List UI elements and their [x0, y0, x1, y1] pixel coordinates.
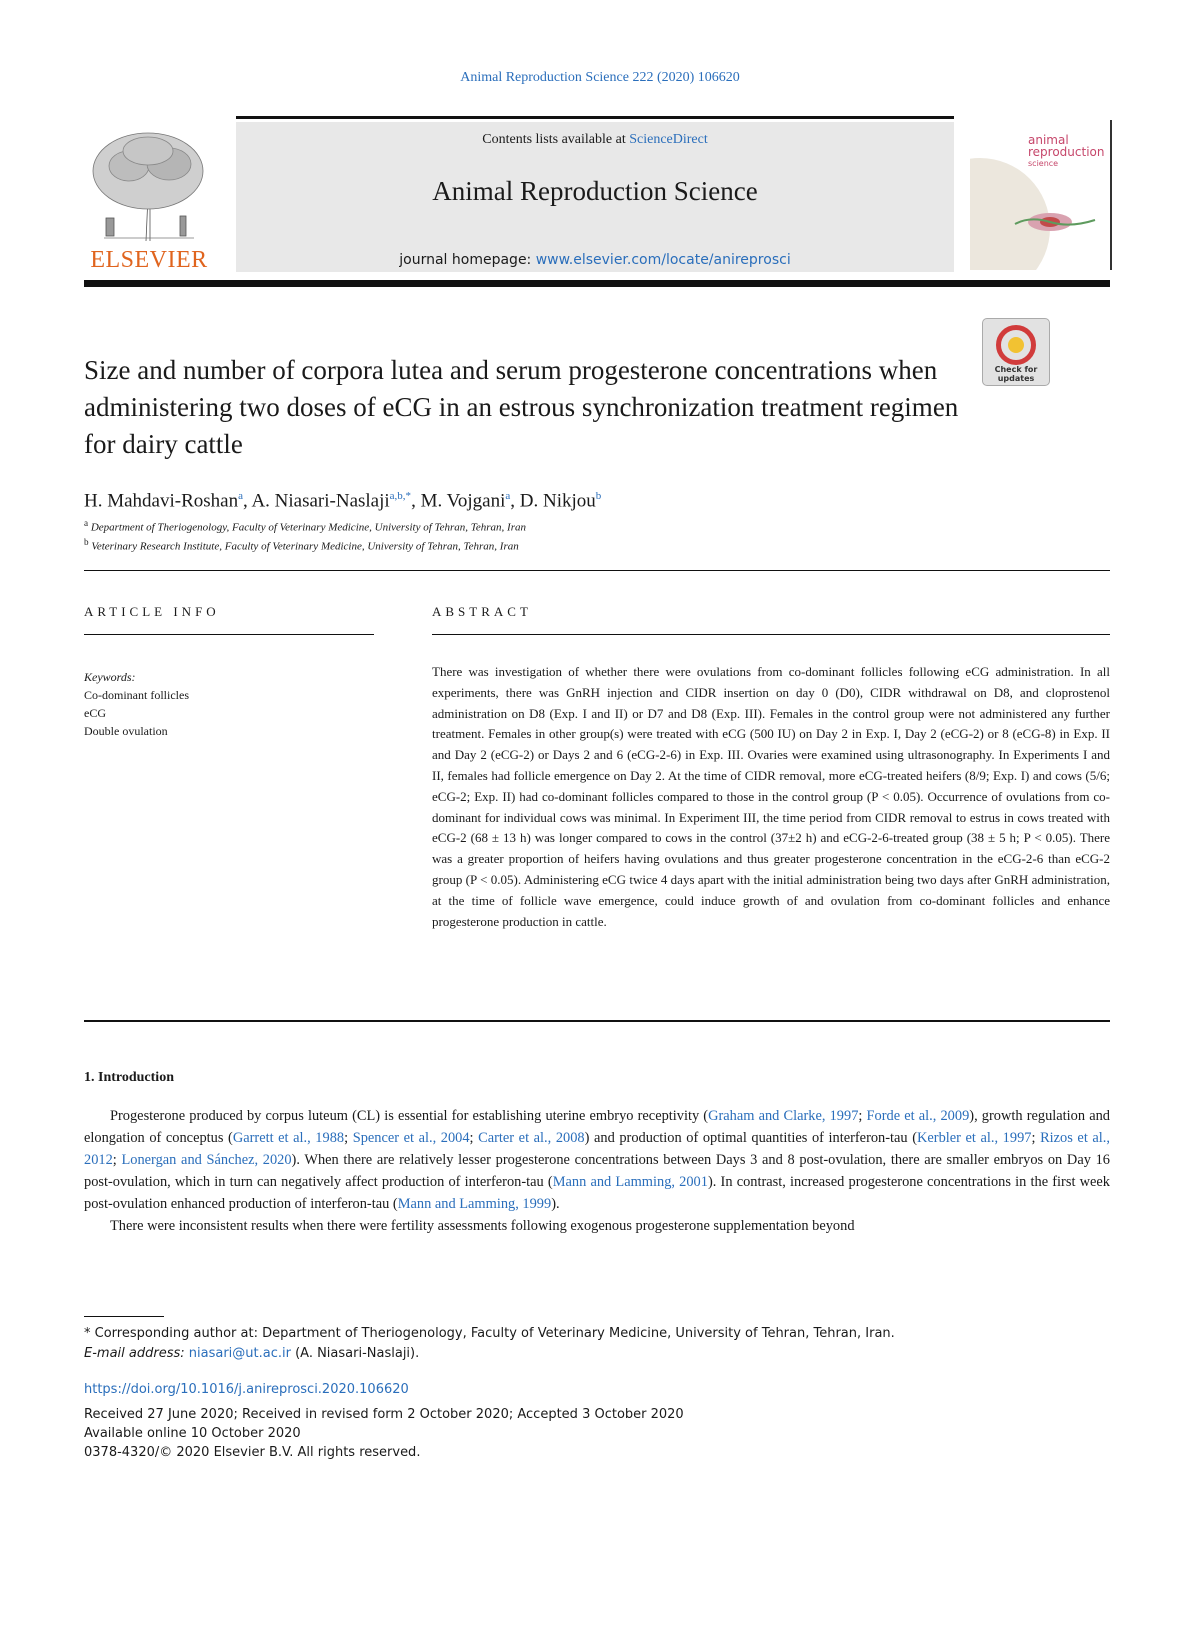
email-link[interactable]: niasari@ut.ac.ir — [188, 1346, 291, 1361]
journal-title: Animal Reproduction Science — [432, 176, 758, 206]
keyword: Co-dominant follicles — [84, 688, 189, 702]
citation-link[interactable]: Lonergan and Sánchez, 2020 — [121, 1152, 292, 1168]
author-sup[interactable]: b — [595, 490, 602, 502]
sciencedirect-link[interactable]: ScienceDirect — [629, 132, 708, 147]
journal-cover-thumbnail[interactable] — [970, 120, 1112, 270]
paragraph-text: ) and production of optimal quantities of interferon-tau ( — [584, 1130, 918, 1146]
introduction-paragraph — [84, 1105, 1110, 1215]
paragraph-text: ). When there are relatively lesser progesterone concentrations between Days 3 and 8 post-ovulation, there are smaller embryos on Day 16 post-ovulation, which in turn can negatively affect production of interferon-tau ( — [84, 1152, 1110, 1190]
journal-reference[interactable]: Animal Reproduction Science 222 (2020) 106620 — [460, 70, 740, 85]
citation-link[interactable]: Rizos et al., 2012 — [84, 1130, 1110, 1168]
citation-link[interactable]: Forde et al., 2009 — [866, 1108, 970, 1124]
author-name: H. Mahdavi-Roshan — [84, 490, 239, 512]
header-top-rule — [236, 116, 954, 119]
author-sup[interactable]: a — [238, 490, 243, 502]
citation-link[interactable]: Spencer et al., 2004 — [352, 1130, 470, 1146]
abstract-text: There was investigation of whether there were ovulations from co-dominant follicles following eCG administration. In all experiments, there was GnRH injection and CIDR insertion on day 0 (D0), CIDR withdrawal on D8, and cloprostenol administration on D8 (Exp. I and II) or D7 and D8 (Exp. III). Females in the control group were not administered any further treatment. Females in other group(s) were treated with eCG (500 IU) on Day 2 in Exp. I, Day 2 (eCG-2) or 8 (eCG-8) in Exp. II and Day 2 (eCG-2) or Days 2 and 6 (eCG-2-6) in Exp. III. Ovaries were examined using ultrasonography. In Experiments I and II, females had follicle emergence on Day 2. At the time of CIDR removal, more eCG-treated heifers (8/9; Exp. I) and cows (5/6; eCG-2; Exp. II) had co-dominant follicles compared to those in the control group (P < 0.05). Occurrence of ovulations from co-dominant for individual cows was minimal. In Experiment III, the time period from CIDR removal to estrus in cows treated with eCG-2 (68 ± 13 h) was longer compared to cows in the control (37±2 h) and eCG-2-6-treated group (38 ± 5 h; P < 0.05). There was a greater proportion of heifers having ovulations and thus greater progesterone concentration in the eCG-2-6 than eCG-2 group (P < 0.05). Administering eCG twice 4 days apart with the initial administration being two days after GnRH administration, at the time of follicle wave emergence, could induce growth of and ovulation from co-dominant follicles and enhance progesterone production in cattle. — [432, 664, 1110, 929]
paragraph-text: Progesterone produced by corpus luteum (CL) is essential for establishing uterine embryo receptivity ( — [110, 1108, 709, 1124]
author-name: A. Niasari-Naslaji — [251, 490, 390, 512]
homepage-line: journal homepage: www.elsevier.com/locate/anireprosci — [399, 252, 791, 268]
crossmark-center-icon — [1008, 337, 1024, 353]
paragraph-text: ; — [469, 1130, 479, 1146]
crossmark-label: Check for updates — [994, 365, 1038, 383]
citation-link[interactable]: Graham and Clarke, 1997 — [708, 1108, 859, 1124]
citation-link[interactable]: Mann and Lamming, 1999 — [397, 1196, 552, 1212]
cover-title — [1028, 134, 1105, 170]
introduction-heading: 1. Introduction — [84, 1070, 174, 1085]
copyright-line: 0378-4320/© 2020 Elsevier B.V. All rights reserved. — [84, 1445, 421, 1460]
citation-link[interactable]: Kerbler et al., 1997 — [917, 1130, 1032, 1146]
check-for-updates-badge[interactable] — [982, 318, 1050, 386]
keyword: Double ovulation — [84, 724, 168, 738]
received-dates: Received 27 June 2020; Received in revised form 2 October 2020; Accepted 3 October 2020 — [84, 1407, 684, 1422]
cover-animal-icon — [1010, 202, 1100, 242]
abstract-rule — [432, 634, 1110, 635]
cover-title-line-3: science — [1028, 159, 1059, 168]
section-rule — [84, 570, 1110, 571]
article-title: Size and number of corpora lutea and serum progesterone concentrations when administering two doses of eCG in an estrous synchronization treatment regimen for dairy cattle — [84, 355, 959, 459]
keywords-block — [84, 668, 374, 740]
paragraph-text: ; — [858, 1108, 867, 1124]
header-thick-rule — [84, 280, 1110, 287]
contents-line: Contents lists available at ScienceDirect — [482, 132, 708, 147]
affiliation: $^b$ Veterinary Research Institute, Faculty of Veterinary Medicine, University of Tehran, Tehran, Iran — [84, 537, 519, 553]
publisher-name: ELSEVIER — [90, 247, 208, 273]
paragraph-text: ). — [551, 1196, 560, 1212]
affiliation: $^a$ Department of Theriogenology, Faculty of Veterinary Medicine, University of Tehran, Tehran, Iran — [84, 518, 526, 534]
paragraph-text: ; — [1031, 1130, 1041, 1146]
paragraph-text: ; — [344, 1130, 353, 1146]
author-list: H. Mahdavi-Roshan$^a$, A. Niasari-Naslaji$^{a,b,*}$, M. Vojgani$^a$, D. Nikjou$^b$ — [84, 490, 602, 512]
author-sup[interactable]: a — [505, 490, 511, 502]
paragraph-text: ; — [112, 1152, 122, 1168]
abstract-heading: ABSTRACT — [432, 604, 532, 619]
cover-title-line-2: reproduction — [1028, 145, 1105, 159]
article-info-heading: ARTICLE INFO — [84, 604, 220, 619]
citation-link[interactable]: Garrett et al., 1988 — [232, 1130, 345, 1146]
available-online: Available online 10 October 2020 — [84, 1426, 301, 1441]
citation-link[interactable]: Mann and Lamming, 2001 — [552, 1174, 708, 1190]
paragraph-text: ). In contrast, increased progesterone concentrations in the first week post-ovulation enhanced production of interferon-tau ( — [84, 1174, 1110, 1212]
abstract-bottom-rule — [84, 1020, 1110, 1022]
introduction-body — [84, 1105, 1110, 1237]
cover-title-line-1: animal — [1028, 133, 1069, 147]
doi-link[interactable]: https://doi.org/10.1016/j.anireprosci.2020.106620 — [84, 1382, 409, 1397]
keywords-label: Keywords: — [84, 670, 136, 684]
email-note: E-mail address: niasari@ut.ac.ir (A. Niasari-Naslaji). — [84, 1346, 420, 1361]
homepage-link[interactable]: www.elsevier.com/locate/anireprosci — [535, 252, 791, 268]
citation-link[interactable]: Carter et al., 2008 — [478, 1130, 585, 1146]
footnote-rule — [84, 1316, 164, 1317]
author-name: D. Nikjou — [519, 490, 596, 512]
keyword: eCG — [84, 706, 106, 720]
article-info-rule — [84, 634, 374, 635]
corresponding-author-note: * Corresponding author at: Department of Theriogenology, Faculty of Veterinary Medicine, University of Tehran, Tehran, Iran. — [84, 1326, 895, 1341]
paragraph-text: ), growth regulation and elongation of conceptus ( — [84, 1108, 1110, 1146]
introduction-paragraph: There were inconsistent results when there were fertility assessments following exogenous progesterone supplementation beyond — [110, 1218, 855, 1234]
author-name: M. Vojgani — [420, 490, 506, 512]
author-sup[interactable]: a,b,* — [389, 490, 412, 502]
